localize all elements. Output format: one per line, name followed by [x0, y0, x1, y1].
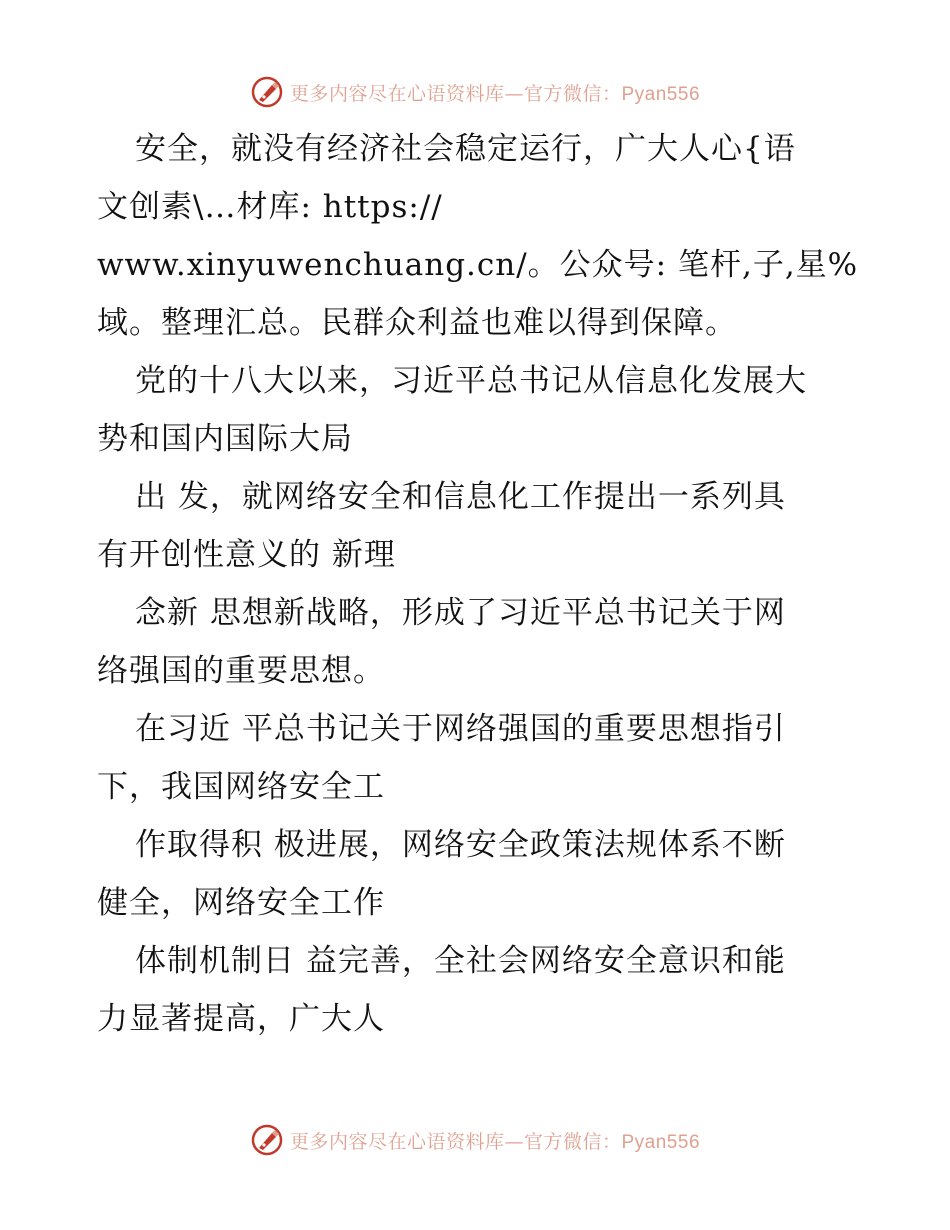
text-line: 下，我国网络安全工: [97, 769, 385, 805]
footer-wechat-id: Pyan556: [621, 1131, 701, 1153]
text-line: 安全，就没有经济社会稳定运行，广大人心{语: [135, 131, 796, 167]
text-line: 域。整理汇总。民群众利益也难以得到保障。: [97, 305, 737, 341]
text-line: www.xinyuwenchuang.cn/。公众号: 笔杆,子,星%: [97, 247, 859, 283]
text-line: 作取得积 极进展，网络安全政策法规体系不断: [135, 827, 786, 863]
header-banner: [0, 72, 950, 112]
text-line: 出 发，就网络安全和信息化工作提出一系列具: [135, 479, 786, 515]
footer-banner: [0, 1120, 950, 1160]
footer-banner-text: 更多内容尽在心语资料库—官方微信：Pyan556: [289, 1130, 701, 1153]
text-line: 念新 思想新战略，形成了习近平总书记关于网: [135, 595, 786, 631]
text-line: 力显著提高，广大人: [97, 1001, 385, 1037]
pen-nib-logo-icon: [250, 1123, 284, 1157]
text-line: 有开创性意义的 新理: [97, 537, 396, 573]
text-line: 在习近 平总书记关于网络强国的重要思想指引: [135, 711, 786, 747]
text-line: 体制机制日 益完善，全社会网络安全意识和能: [135, 943, 786, 979]
header-wechat-id: Pyan556: [621, 83, 701, 105]
header-banner-text: 更多内容尽在心语资料库—官方微信：Pyan556: [289, 82, 701, 105]
text-line: 健全，网络安全工作: [97, 885, 385, 921]
document-body: [97, 120, 867, 1048]
text-line: 势和国内国际大局: [97, 421, 353, 457]
text-line: 党的十八大以来，习近平总书记从信息化发展大: [135, 363, 807, 399]
text-line: 文创素\…材库: https://: [97, 189, 443, 225]
text-line: 络强国的重要思想。: [97, 653, 385, 689]
pen-nib-logo-icon: [250, 75, 284, 109]
